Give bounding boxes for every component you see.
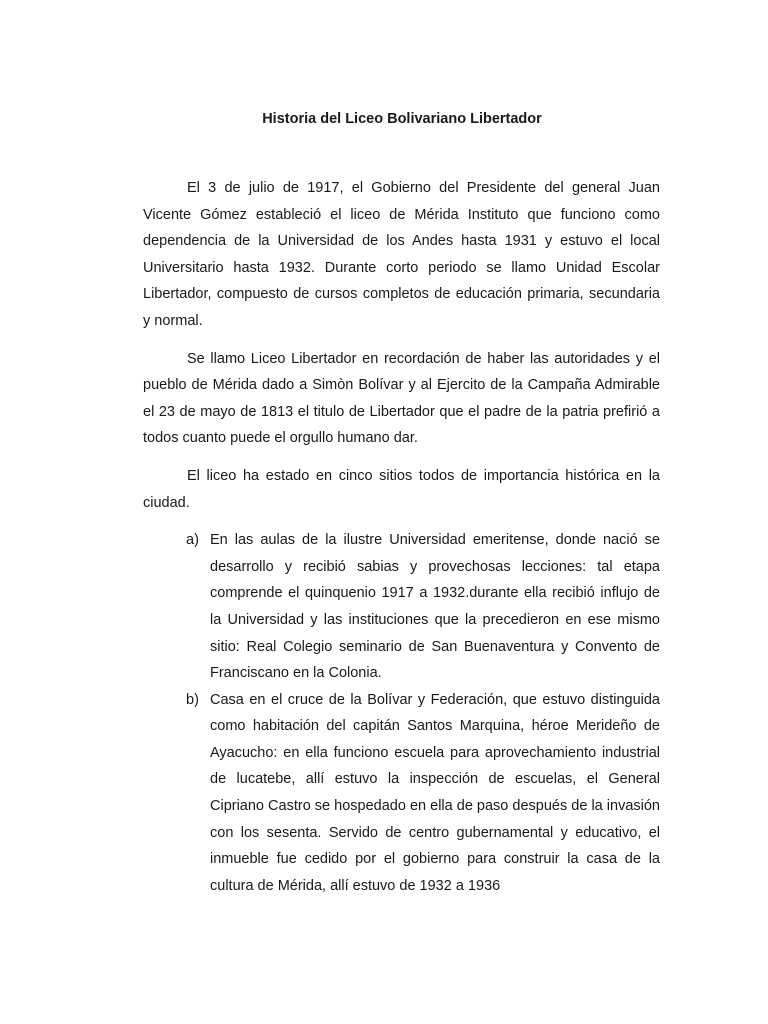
list-marker: b) <box>186 691 199 708</box>
document-body <box>143 175 660 899</box>
list-item <box>186 527 660 687</box>
list-item-text: Casa en el cruce de la Bolívar y Federación, que estuvo distinguida como habitación del capitán Santos Marquina, héroe Merideño de Ayacucho: en ella funciono escuela para aprovechamiento industrial de lucatebe, allí estuvo la inspección de escuelas, el General Cipriano Castro se hospedado en ella de paso después de la invasión con los sesenta. Servido de centro gubernamental y educativo, el inmueble fue cedido por el gobierno para construir la casa de la cultura de Mérida, allí estuvo de 1932 a 1936 <box>210 691 660 894</box>
list-marker: a) <box>186 532 199 549</box>
sites-list <box>143 527 660 899</box>
list-item <box>186 687 660 900</box>
paragraph-sites-intro: El liceo ha estado en cinco sitios todos de importancia histórica en la ciudad. <box>143 467 660 511</box>
list-item-text: En las aulas de la ilustre Universidad emeritense, donde nació se desarrollo y recibió sabias y provechosas lecciones: tal etapa comprende el quinquenio 1917 a 1932.durante ella recibió influjo de la Universidad y las instituciones que la precedieron en ese mismo sitio: Real Colegio seminario de San Buenaventura y Convento de Franciscano en la Colonia. <box>210 532 660 682</box>
paragraph-founding: El 3 de julio de 1917, el Gobierno del Presidente del general Juan Vicente Gómez estableció el liceo de Mérida Instituto que funciono como dependencia de la Universidad de los Andes hasta 1931 y estuvo el local Universitario hasta 1932. Durante corto periodo se llamo Unidad Escolar Libertador, compuesto de cursos completos de educación primaria, secundaria y normal. <box>143 180 660 329</box>
paragraph-naming: Se llamo Liceo Libertador en recordación de haber las autoridades y el pueblo de Mérida dado a Simòn Bolívar y al Ejercito de la Campaña Admirable el 23 de mayo de 1813 el titulo de Libertador que el padre de la patria prefirió a todos cuanto puede el orgullo humano dar. <box>143 350 660 447</box>
document-title: Historia del Liceo Bolivariano Libertador <box>262 111 542 127</box>
